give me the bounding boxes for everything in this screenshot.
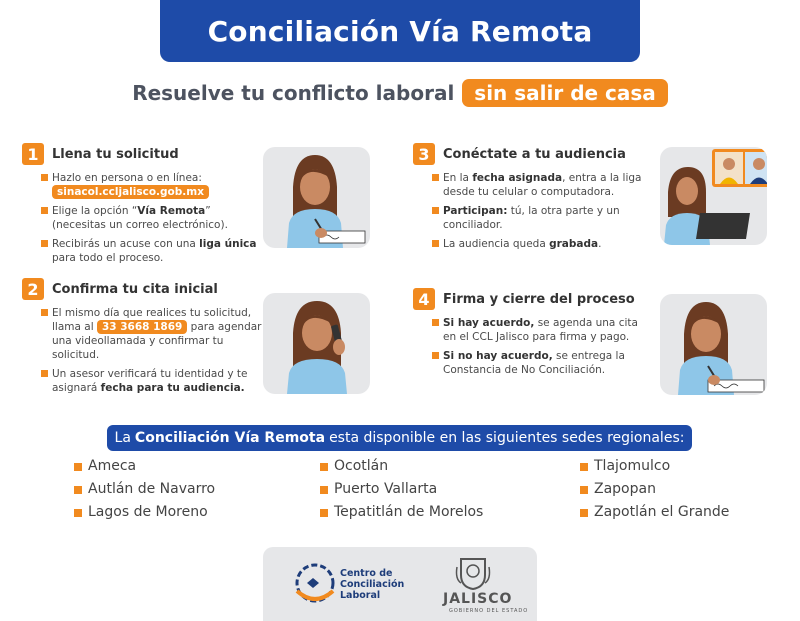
sedes-banner-bold: Conciliación Vía Remota xyxy=(134,430,326,446)
step-1 xyxy=(22,143,262,270)
step-2-number: 2 xyxy=(22,278,44,300)
step-3-bullet-2-post: tú, la otra parte y un conciliador. xyxy=(443,205,620,231)
phone-call-icon xyxy=(263,293,370,394)
step-4-bullet-1-bold: Si hay acuerdo, xyxy=(443,317,535,329)
step-1-bullet-2-bold: Vía Remota xyxy=(137,205,206,217)
subtitle-text: Resuelve tu conflicto laboral xyxy=(132,81,455,105)
sede-item: Zapopan xyxy=(580,481,729,504)
step-4 xyxy=(413,288,653,382)
step-1-bullet-1-text: Hazlo en persona o en línea: xyxy=(52,172,202,184)
ccl-line-3: Laboral xyxy=(340,590,381,601)
jalisco-subtext: GOBIERNO DEL ESTADO xyxy=(449,608,529,614)
step-1-bullet-1 xyxy=(52,171,262,199)
phone-number[interactable]: 33 3668 1869 xyxy=(97,320,187,334)
step-4-number: 4 xyxy=(413,288,435,310)
jalisco-shield-icon xyxy=(453,553,493,591)
sede-item: Tepatitlán de Morelos xyxy=(320,504,483,527)
step-1-bullet-3 xyxy=(52,237,262,265)
phone-woman-illustration xyxy=(263,293,370,394)
video-call-icon xyxy=(660,147,767,245)
step-2-bullet-2-bold: fecha para tu audiencia. xyxy=(100,382,245,394)
step-3-bullet-3 xyxy=(443,237,653,251)
ccl-logo-text xyxy=(340,568,404,601)
subtitle-highlight: sin salir de casa xyxy=(462,79,668,107)
sede-item: Tlajomulco xyxy=(580,458,729,481)
step-1-number: 1 xyxy=(22,143,44,165)
sedes-banner xyxy=(107,425,692,451)
step-3-bullet-2 xyxy=(443,204,653,232)
step-4-bullet-2 xyxy=(443,349,653,377)
step-1-bullet-3-post: para todo el proceso. xyxy=(52,252,164,264)
sedes-column-2 xyxy=(320,458,483,527)
step-3-number: 3 xyxy=(413,143,435,165)
step-1-bullet-2-post: ” (necesitas un correo electrónico). xyxy=(52,205,228,231)
step-1-bullet-2 xyxy=(52,204,262,232)
logos-footer xyxy=(263,547,537,621)
sede-item: Puerto Vallarta xyxy=(320,481,483,504)
step-4-bullet-2-bold: Si no hay acuerdo, xyxy=(443,350,553,362)
step-3-bullet-3-pre: La audiencia queda xyxy=(443,238,550,250)
signing-icon xyxy=(660,294,767,395)
ccl-line-1: Centro de xyxy=(340,568,393,579)
subtitle xyxy=(0,78,800,108)
step-3-bullet-2-bold: Participan: xyxy=(443,205,508,217)
page-title: Conciliación Vía Remota xyxy=(207,14,593,48)
step-3-bullet-1 xyxy=(443,171,653,199)
step-4-bullet-2-post: se entrega la Constancia de No Conciliación. xyxy=(443,350,625,376)
step-1-title: Llena tu solicitud xyxy=(52,146,179,162)
step-2-bullet-1-post: para agendar una videollamada y confirmar tu solicitud. xyxy=(52,321,262,361)
title-banner xyxy=(160,0,640,62)
step-3-title: Conéctate a tu audiencia xyxy=(443,146,626,162)
writing-woman-illustration xyxy=(263,147,370,248)
step-3-bullet-3-bold: grabada xyxy=(549,238,599,250)
step-4-bullet-1 xyxy=(443,316,653,344)
step-2-bullet-2 xyxy=(52,367,262,395)
ccl-logo-icon xyxy=(293,561,337,605)
step-3-bullet-1-bold: fecha asignada xyxy=(472,172,563,184)
step-1-bullet-3-bold: liga única xyxy=(199,238,257,250)
step-4-title: Firma y cierre del proceso xyxy=(443,291,635,307)
sede-item: Ocotlán xyxy=(320,458,483,481)
writing-woman-icon xyxy=(263,147,370,248)
step-1-bullet-3-pre: Recibirás un acuse con una xyxy=(52,238,200,250)
step-1-bullet-2-pre: Elige la opción “ xyxy=(52,205,138,217)
sede-item: Zapotlán el Grande xyxy=(580,504,729,527)
sede-item: Ameca xyxy=(74,458,215,481)
sede-item: Autlán de Navarro xyxy=(74,481,215,504)
video-call-illustration xyxy=(660,147,767,245)
step-2-bullet-1 xyxy=(52,306,262,362)
signing-woman-illustration xyxy=(660,294,767,395)
step-3 xyxy=(413,143,653,256)
step-2-title: Confirma tu cita inicial xyxy=(52,281,218,297)
sede-item: Lagos de Moreno xyxy=(74,504,215,527)
sinacol-link[interactable]: sinacol.ccljalisco.gob.mx xyxy=(52,185,209,199)
step-3-bullet-1-post: , entra a la liga desde tu celular o computadora. xyxy=(443,172,642,198)
step-2-bullet-1-pre: El mismo día que realices tu solicitud, llama al xyxy=(52,307,252,333)
sedes-banner-pre: La xyxy=(114,430,131,446)
sedes-banner-post: esta disponible en las siguientes sedes regionales: xyxy=(329,430,685,446)
step-3-bullet-1-pre: En la xyxy=(443,172,473,184)
step-2-bullet-2-pre: Un asesor verificará tu identidad y te asignará xyxy=(52,368,248,394)
ccl-line-2: Conciliación xyxy=(340,579,405,590)
jalisco-logo-text: JALISCO xyxy=(443,591,513,607)
sedes-column-1 xyxy=(74,458,215,527)
sedes-column-3 xyxy=(580,458,729,527)
step-3-bullet-3-post: . xyxy=(598,238,602,250)
step-4-bullet-1-post: se agenda una cita en el CCL Jalisco para firma y pago. xyxy=(443,317,638,343)
step-2 xyxy=(22,278,262,400)
